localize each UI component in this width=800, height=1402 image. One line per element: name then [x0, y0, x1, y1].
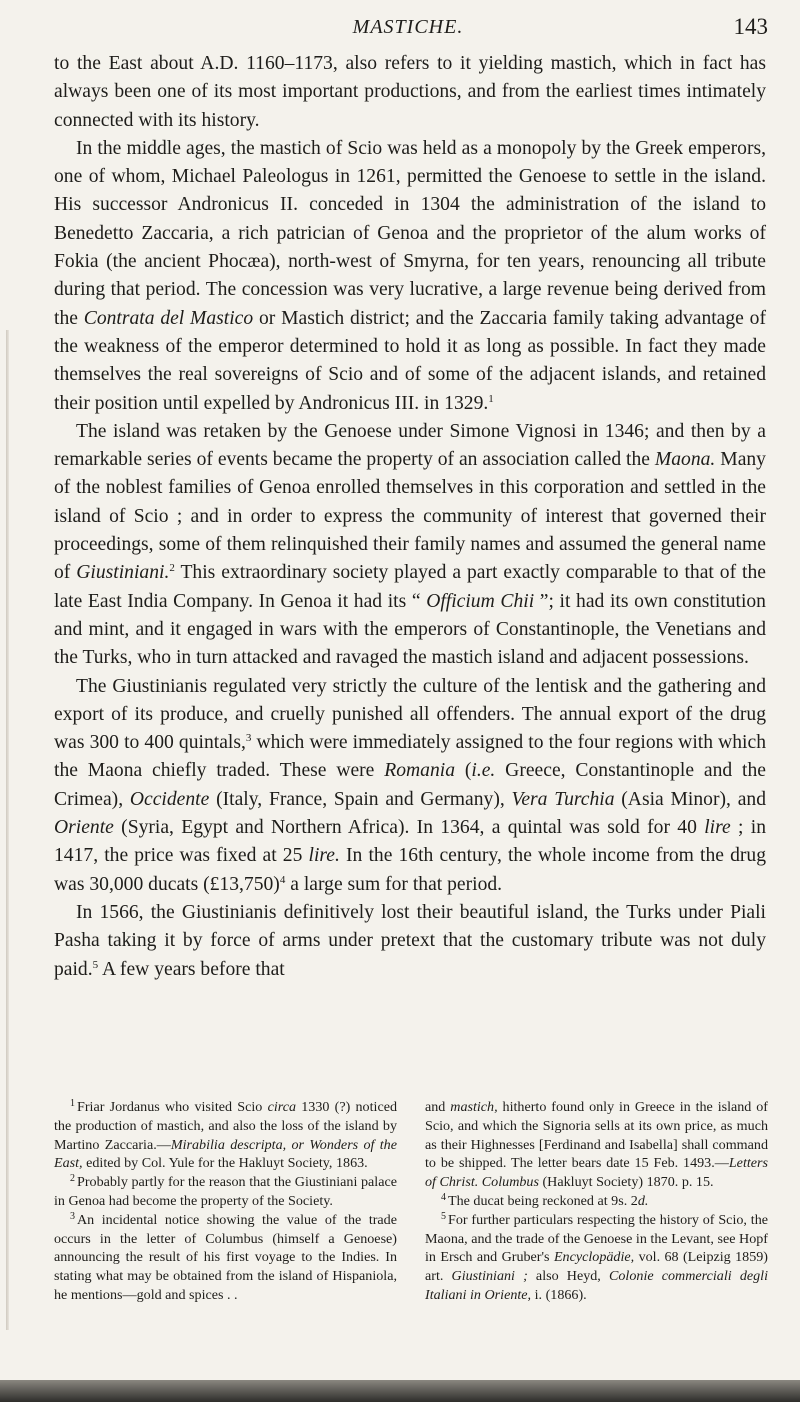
footnote-4 [425, 1192, 768, 1211]
italic-term: Contrata del Mastico [83, 307, 254, 329]
italic-term: Mirabilia descripta, or Wonders of the East, [54, 1136, 397, 1172]
italic-term: circa [267, 1099, 296, 1115]
text-span: In the 16th century, the whole income from the drug was 30,000 ducats (£13,750) [54, 845, 767, 895]
footnote-2 [54, 1173, 397, 1211]
text-span: For further particulars respecting the history of Scio, the Maona, and the trade of the Genoese in the Levant, see Hopf in Ersch and Gruber's [425, 1211, 768, 1266]
italic-term: Officium Chii [426, 590, 535, 612]
italic-term: lire [704, 817, 731, 839]
italic-term: mastich, [450, 1099, 498, 1115]
page-bottom-shadow [0, 1380, 800, 1402]
text-span: The island was retaken by the Genoese under Simone Vignosi in 1346; and then by a remarkable series of events became the property of an association called the [54, 420, 766, 471]
footnotes [54, 1098, 768, 1305]
text-span: and [425, 1099, 451, 1115]
page-number: 143 [733, 14, 768, 39]
italic-term: Romania [384, 760, 455, 782]
text-span: The ducat being reckoned at 9s. 2 [448, 1192, 638, 1209]
footnote-number: 4 [441, 1191, 446, 1203]
footnotes-right-column [425, 1098, 768, 1305]
text-span: In 1566, the Giustinianis definitively lost their beautiful island, the Turks under Piali Pasha taking it by force of arms under pretext that the customary tribute was not duly paid. [54, 901, 766, 980]
footnote-number: 5 [441, 1210, 446, 1222]
page-edge-shadow [6, 330, 9, 1330]
text-span: i. (1866). [531, 1286, 587, 1303]
text-span: 1330 (?) noticed the production of mastich, and also the loss of the island by Martino Zaccaria.— [54, 1099, 397, 1153]
footnote-number: 3 [70, 1210, 75, 1222]
footnote-number: 2 [70, 1173, 75, 1185]
paragraph-5 [54, 899, 766, 984]
text-span: or Mastich district; and the Zaccaria family taking advantage of the weakness of the emperor determined to hold it as long as possible. In fact they made themselves the real sovereigns of Scio and of some of the adjacent islands, and retained their position until expelled by Andronicus III. in 1329. [54, 307, 766, 414]
paragraph-4 [54, 673, 766, 899]
italic-term: Oriente [54, 817, 114, 839]
text-span: hitherto found only in Greece in the island of Scio, and which the Signoria sells at its own price, as much as their Highnesses [Ferdinand and Isabella] shall command to be shipped. The letter bears date 15 Feb. 1493.— [425, 1099, 768, 1172]
text-span: This extraordinary society played a part exactly comparable to that of the late East India Company. In Genoa it had its “ [54, 562, 766, 612]
text-span: In the middle ages, the mastich of Scio was held as a monopoly by the Greek emperors, one of whom, Michael Paleologus in 1261, permitted the Genoese to settle in the island. His successor Andronicus II. conceded in 1304 the administration of the island to Benedetto Zaccaria, a rich patrician of Genoa and the proprietor of the alum works of Fokia (the ancient Phocæa), north-west of Smyrna, for ten years, renouncing all tribute during that period. The concession was very lucrative, a large revenue being derived from the [54, 137, 766, 329]
paragraph-1 [54, 50, 766, 135]
italic-term: lire. [308, 845, 340, 867]
footnote-ref-3: 3 [245, 732, 252, 745]
text-span: An incidental notice showing the value of the trade occurs in the letter of Columbus (himself a Genoese) announcing the result of his first voyage to the Indies. In stating what may be obtained from the island of Hispaniola, he mentions—gold and spices . . [54, 1211, 397, 1303]
footnote-3 [54, 1211, 397, 1305]
text-span: also Heyd, [527, 1268, 609, 1285]
text-span: ; in 1417, the price was fixed at 25 [54, 817, 766, 867]
footnote-ref-2: 2 [169, 562, 175, 575]
text-span: ( [455, 760, 472, 782]
text-span: a large sum for that period. [285, 873, 503, 895]
italic-term: Colonie commerciali degli Italiani in Oriente, [425, 1268, 768, 1303]
text-span: to the East about A.D. 1160–1173, also refers to it yielding mastich, which in fact has always been one of its most important productions, and from the earliest times intimately connected with its history. [54, 53, 766, 131]
page-header [48, 14, 768, 44]
text-span: which were immediately assigned to the four regions with which the Maona chiefly traded. These were [54, 732, 766, 782]
paragraph-3 [54, 418, 766, 673]
footnote-ref-5: 5 [92, 958, 99, 971]
italic-term: Encyclopädie, [553, 1249, 635, 1266]
text-span: Many of the noblest families of Genoa enrolled themselves in this corporation and settled in the island of Scio ; and in order to express the community of interest that governed their proceedings, some of them relinquished their family names and assumed the general name of [54, 449, 766, 584]
text-span: (Italy, France, Spain and Germany), [209, 788, 512, 810]
footnotes-left-column [54, 1098, 397, 1305]
text-span: vol. 68 (Leipzig 1859) art. [425, 1249, 769, 1285]
text-span: A few years before that [98, 958, 285, 980]
text-span: (Syria, Egypt and Northern Africa). In 1364, a quintal was sold for 40 [113, 817, 705, 839]
footnote-1 [54, 1098, 397, 1173]
text-span: (Hakluyt Society) 1870. p. 15. [538, 1174, 714, 1191]
footnote-5 [425, 1211, 768, 1305]
footnote-ref-4: 4 [279, 873, 286, 886]
italic-term: Maona. [654, 449, 716, 471]
footnote-3-continued [425, 1098, 768, 1192]
italic-term: Vera Turchia [511, 788, 615, 810]
text-span: Probably partly for the reason that the Giustiniani palace in Genoa had become the property of the Society. [54, 1174, 397, 1209]
footnote-ref-1: 1 [488, 392, 494, 405]
italic-term: i.e. [471, 760, 496, 782]
text-span: edited by Col. Yule for the Hakluyt Society, 1863. [82, 1155, 368, 1172]
paragraph-2 [54, 135, 766, 418]
main-text [54, 50, 766, 984]
running-head: MASTICHE. [352, 16, 464, 38]
text-span: (Asia Minor), and [614, 788, 766, 810]
text-span: ”; it had its own constitution and mint, and it engaged in wars with the emperors of Constantinople, the Venetians and the Turks, who in turn attacked and ravaged the mastich island and adjacent possessions. [54, 590, 766, 669]
italic-term: d. [637, 1192, 649, 1209]
italic-term: Letters of Christ. Columbus [425, 1155, 768, 1191]
italic-term: Occidente [129, 788, 210, 810]
italic-term: Giustiniani ; [451, 1268, 528, 1285]
text-span: The Giustinianis regulated very strictly the culture of the lentisk and the gathering and export of its produce, and cruelly punished all offenders. The annual export of the drug was 300 to 400 quintals, [54, 675, 766, 754]
text-span: Friar Jordanus who visited Scio [77, 1099, 268, 1115]
italic-term: Giustiniani. [76, 562, 170, 584]
text-span: Greece, Constantinople and the Crimea), [54, 760, 766, 810]
footnote-number: 1 [70, 1098, 75, 1109]
